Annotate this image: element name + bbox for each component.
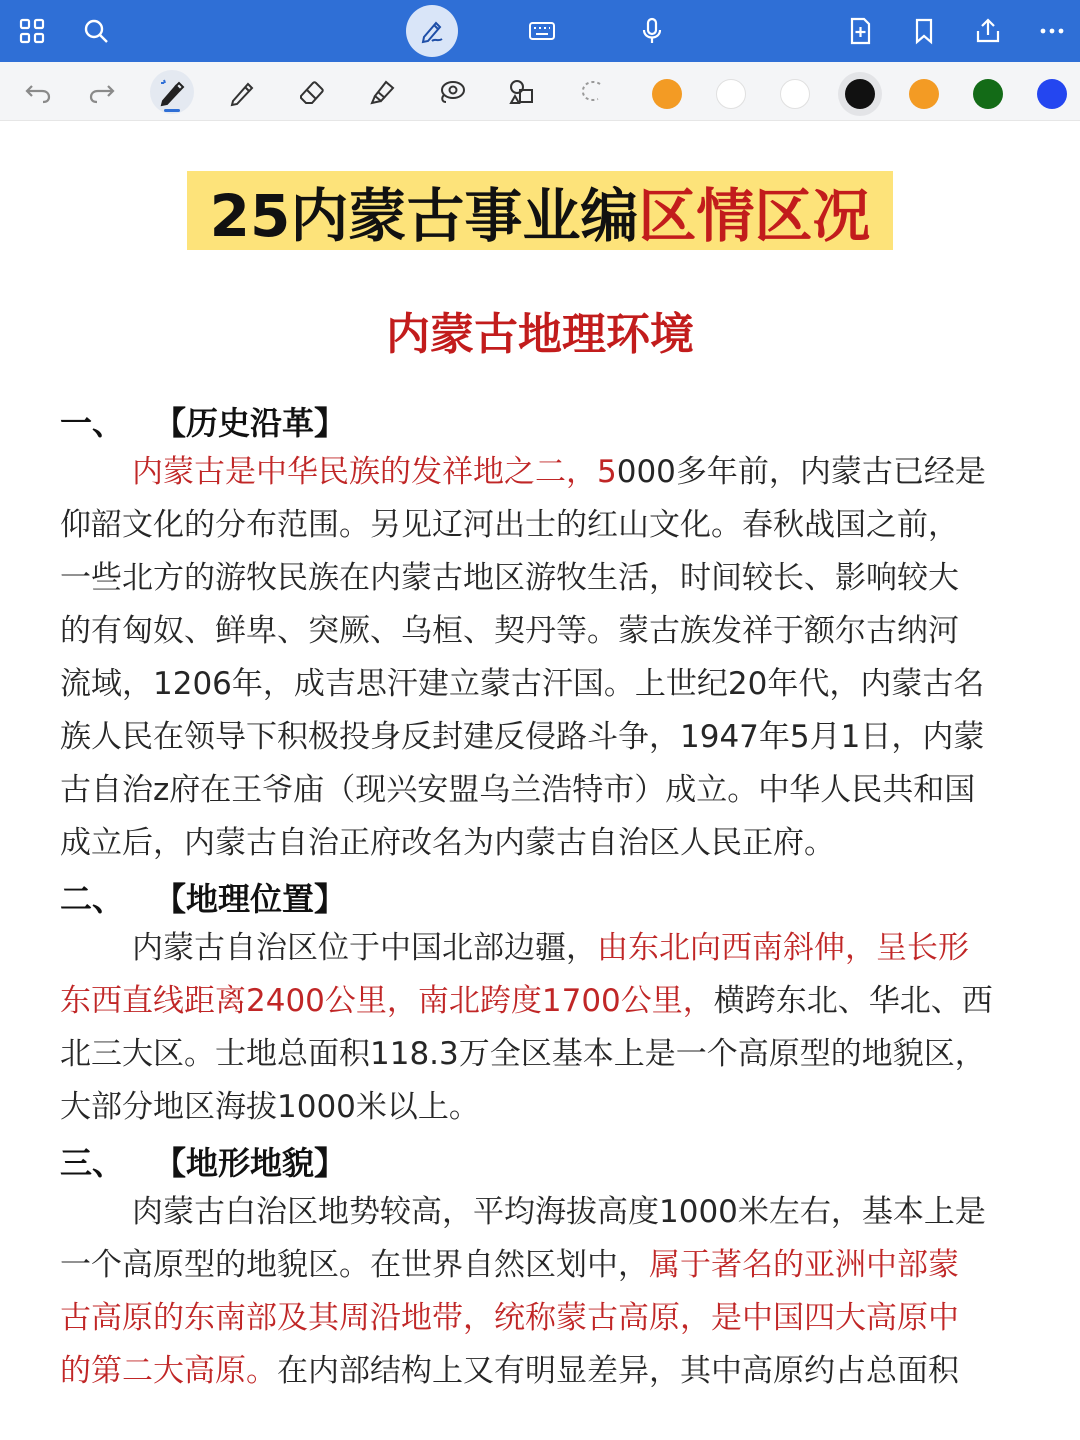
body-text: 流域，1206年，成吉思汗建立蒙古汗国。上世纪20年代，内蒙古名	[60, 666, 985, 702]
body-text: 仰韶文化的分布范围。另见辽河出士的红山文化。春秋战国之前，	[60, 507, 959, 543]
paragraph-line	[60, 1239, 1020, 1292]
paragraph-line	[60, 1186, 1020, 1239]
color-swatch-white[interactable]	[716, 79, 746, 109]
section-heading-location	[60, 874, 346, 920]
keyboard-icon[interactable]	[520, 9, 564, 53]
paragraph-line	[60, 499, 1020, 552]
section-heading-terrain	[60, 1138, 346, 1184]
top-app-bar	[0, 0, 1080, 62]
pencil-icon[interactable]	[220, 70, 264, 114]
body-text: 北三大区。士地总面积118.3万全区基本上是一个高原型的地貌区，	[60, 1036, 986, 1072]
paragraph-line	[60, 764, 1020, 817]
active-tool-indicator	[164, 109, 180, 112]
color-swatch-white-2[interactable]	[780, 79, 810, 109]
highlighted-text: 由东北向西南斜伸，呈长形	[597, 930, 969, 966]
microphone-icon[interactable]	[630, 9, 674, 53]
highlighted-text: 古高原的东南部及其周沿地带，统称蒙古高原，是中国四大高原中	[60, 1300, 959, 1336]
page-subtitle: 内蒙古地理环境	[386, 309, 694, 360]
page-title-main: 25内蒙古事业编	[209, 181, 639, 250]
section-number: 一、	[60, 404, 125, 442]
section-title: 【地形地貌】	[154, 1144, 347, 1182]
paragraph-line	[60, 552, 1020, 605]
color-swatch-black[interactable]	[845, 79, 875, 109]
shapes-icon[interactable]	[500, 70, 544, 114]
laser-pointer-icon[interactable]	[570, 70, 614, 114]
paragraph-line	[60, 446, 1020, 499]
paragraph-line	[60, 711, 1020, 764]
paragraph-line	[60, 1028, 1020, 1081]
drawing-toolbar	[0, 62, 1080, 121]
color-swatch-orange-2[interactable]	[909, 79, 939, 109]
highlighted-text: 的第二大高原。	[60, 1353, 277, 1389]
paragraph-line	[60, 975, 1020, 1028]
paragraph-line	[60, 1081, 1020, 1134]
paragraph-line	[60, 605, 1020, 658]
body-text: 的有匈奴、鲜卑、突厥、乌桓、契丹等。蒙古族发祥于额尔古纳河	[60, 613, 959, 649]
search-icon[interactable]	[74, 9, 118, 53]
paragraph-line	[60, 658, 1020, 711]
eraser-icon[interactable]	[290, 70, 334, 114]
page-title-accent: 区情区况	[638, 181, 871, 250]
page-title	[187, 171, 893, 250]
section-number: 二、	[60, 880, 125, 918]
body-text: 古自治z府在王爷庙（现兴安盟乌兰浩特市）成立。中华人民共和国	[60, 772, 976, 808]
paragraph-line	[60, 817, 1020, 870]
highlighted-text: 属于著名的亚洲中部蒙	[649, 1247, 959, 1283]
undo-icon[interactable]	[16, 70, 60, 114]
paragraph-line	[60, 1292, 1020, 1345]
section-heading-history	[60, 398, 346, 444]
highlighted-text: 东西直线距离2400公里，南北跨度1700公里，	[60, 983, 714, 1019]
color-swatch-blue[interactable]	[1037, 79, 1067, 109]
more-icon[interactable]	[1030, 9, 1074, 53]
body-text: 一个高原型的地貌区。在世界自然区划中，	[60, 1247, 649, 1283]
section-paragraph-location	[60, 922, 1020, 1134]
body-text: 横跨东北、华北、西	[713, 983, 993, 1019]
section-title: 【历史沿革】	[154, 404, 347, 442]
section-paragraph-terrain	[60, 1186, 1020, 1398]
highlighter-icon[interactable]	[360, 70, 404, 114]
lasso-icon[interactable]	[430, 70, 474, 114]
body-text: 在内部结构上又有明显差异，其中高原约占总面积	[277, 1353, 959, 1389]
paragraph-line	[60, 1345, 1020, 1398]
section-title: 【地理位置】	[154, 880, 347, 918]
color-swatch-orange[interactable]	[652, 79, 682, 109]
body-text: 大部分地区海拔1000米以上。	[60, 1089, 480, 1125]
pen-mode-icon[interactable]	[406, 5, 458, 57]
add-page-icon[interactable]	[838, 9, 882, 53]
highlighted-text: 内蒙古是中华民族的发祥地之二，5	[132, 454, 617, 490]
redo-icon[interactable]	[80, 70, 124, 114]
body-text: 肉蒙古白治区地势较高，平均海拔高度1000米左右，基本上是	[132, 1194, 986, 1230]
title-highlight	[187, 171, 893, 250]
fountain-pen-icon[interactable]	[150, 70, 194, 114]
body-text: 成立后，内蒙古自治正府改名为内蒙古自治区人民正府。	[60, 825, 835, 861]
grid-icon[interactable]	[10, 9, 54, 53]
share-icon[interactable]	[966, 9, 1010, 53]
section-number: 三、	[60, 1144, 125, 1182]
bookmark-icon[interactable]	[902, 9, 946, 53]
body-text: 内蒙古自治区位于中国北部边疆，	[132, 930, 597, 966]
body-text: 一些北方的游牧民族在内蒙古地区游牧生活，时间较长、影响较大	[60, 560, 959, 596]
body-text: 000多年前，内蒙古已经是	[616, 454, 986, 490]
paragraph-line	[60, 922, 1020, 975]
body-text: 族人民在领导下积极投身反封建反侵路斗争，1947年5月1日，内蒙	[60, 719, 985, 755]
section-paragraph-history	[60, 446, 1020, 870]
color-swatch-green[interactable]	[973, 79, 1003, 109]
